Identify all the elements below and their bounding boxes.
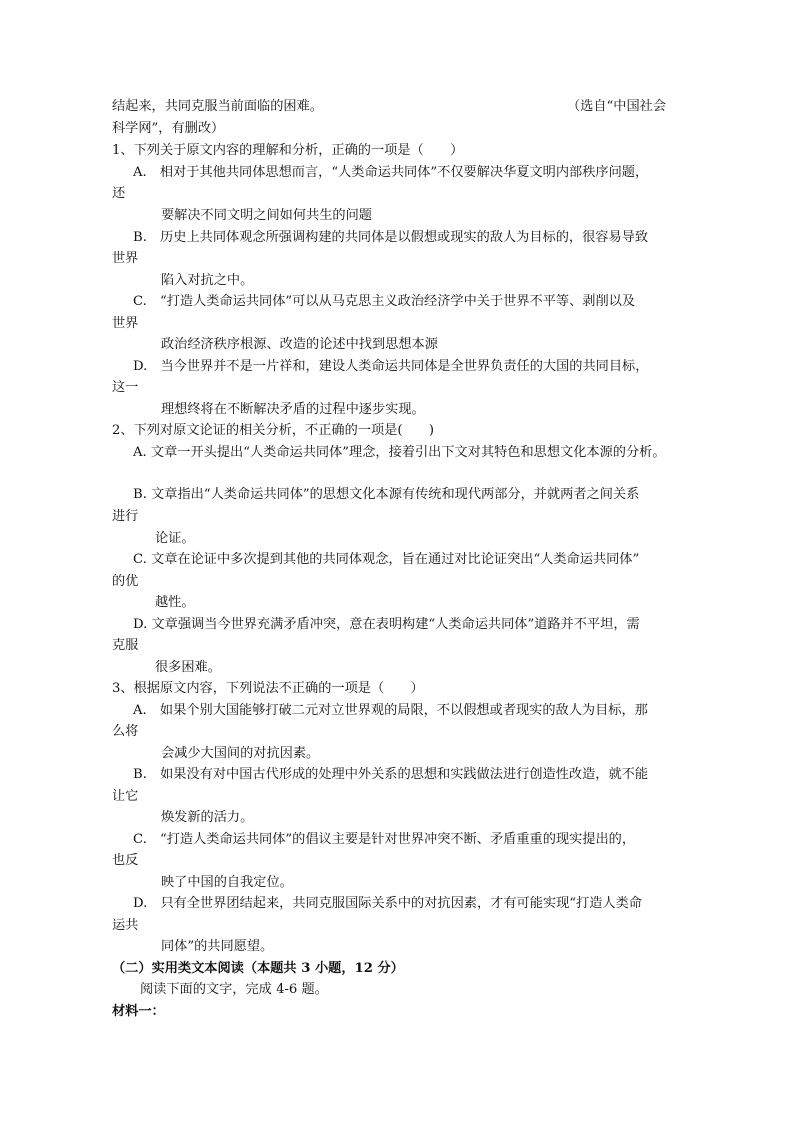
question-2-stem: 2、下列对原文论证的相关分析，不正确的一项是( ) [112,423,434,438]
option-b-wrap: 世界 [112,251,139,266]
option-d-cont: 理想终将在不断解决矛盾的过程中逐步实现。 [161,402,425,417]
instruction: 阅读下面的文字，完成 4-6 题。 [140,982,328,997]
option-d: D. 只有全世界团结起来，共同克服国际关系中的对抗因素，才有可能实现“打造人类命 [133,896,642,911]
question-1-stem: 1、下列关于原文内容的理解和分析，正确的一项是（ ） [112,143,464,158]
option-b: B. 如果没有对中国古代形成的处理中外关系的思想和实践做法进行创造性改造，就不能 [133,767,649,782]
option-c-wrap: 的优 [112,574,139,589]
option-c-cont: 映了中国的自我定位。 [161,875,293,890]
option-c: C. 文章在论证中多次提到其他的共同体观念，旨在通过对比论证突出“人类命运共同体” [133,552,640,567]
option-c-wrap: 世界 [112,316,139,331]
option-d-wrap: 运共 [112,918,139,933]
option-d: D. 文章强调当今世界充满矛盾冲突，意在表明构建“人类命运共同体”道路并不平坦，需 [133,617,640,632]
option-a: A. 文章一开头提出“人类命运共同体”理念，接着引出下文对其特色和思想文化本源的分析。 [133,445,666,460]
section-heading: （二）实用类文本阅读（本题共 3 小题，12 分） [112,961,404,976]
option-b-wrap: 让它 [112,789,139,804]
option-b-cont: 论证。 [155,531,195,546]
option-c: C. “打造人类命运共同体”的倡议主要是针对世界冲突不断、矛盾重重的现实提出的， [133,832,636,847]
option-c-wrap: 也反 [112,853,139,868]
option-a: A. 如果个别大国能够打破二元对立世界观的局限，不以假想或者现实的敌人为目标，那 [133,703,648,718]
text-line: 结起来，共同克服当前面临的困难。 [112,99,323,114]
option-d-cont: 很多困难。 [155,660,221,675]
option-c: C. “打造人类命运共同体”可以从马克思主义政治经济学中关于世界不平等、剥削以及 [133,294,636,309]
option-b: B. 历史上共同体观念所强调构建的共同体是以假想或现实的敌人为目标的，很容易导致 [133,230,649,245]
material-label: 材料一： [112,1004,165,1019]
question-3-stem: 3、根据原文内容，下列说法不正确的一项是（ ） [112,681,424,696]
option-d-cont: 同体”的共同愿望。 [161,939,274,954]
option-a-wrap: 还 [112,186,126,201]
option-c-cont: 政治经济秩序根源、改造的论述中找到思想本源 [161,337,438,352]
option-b-wrap: 进行 [112,509,139,524]
option-d: D. 当今世界并不是一片祥和，建设人类命运共同体是全世界负责任的大国的共同目标， [133,359,649,374]
option-d-wrap: 这一 [112,380,139,395]
source-note: （选自“中国社会 [567,99,667,114]
option-b-cont: 陷入对抗之中。 [161,273,254,288]
option-a-wrap: 么将 [112,724,139,739]
option-b-cont: 焕发新的活力。 [161,810,254,825]
option-b: B. 文章指出“人类命运共同体”的思想文化本源有传统和现代两部分，并就两者之间关系 [133,487,640,502]
option-a-cont: 会减少大国间的对抗因素。 [161,746,320,761]
option-d-wrap: 克服 [112,638,139,653]
option-a-cont: 要解决不同文明之间如何共生的问题 [161,208,372,223]
option-c-cont: 越性。 [155,595,195,610]
source-note: 科学网”，有删改） [112,121,225,136]
option-a: A. 相对于其他共同体思想而言，“人类命运共同体”不仅要解决华夏文明内部秩序问题， [133,165,649,180]
